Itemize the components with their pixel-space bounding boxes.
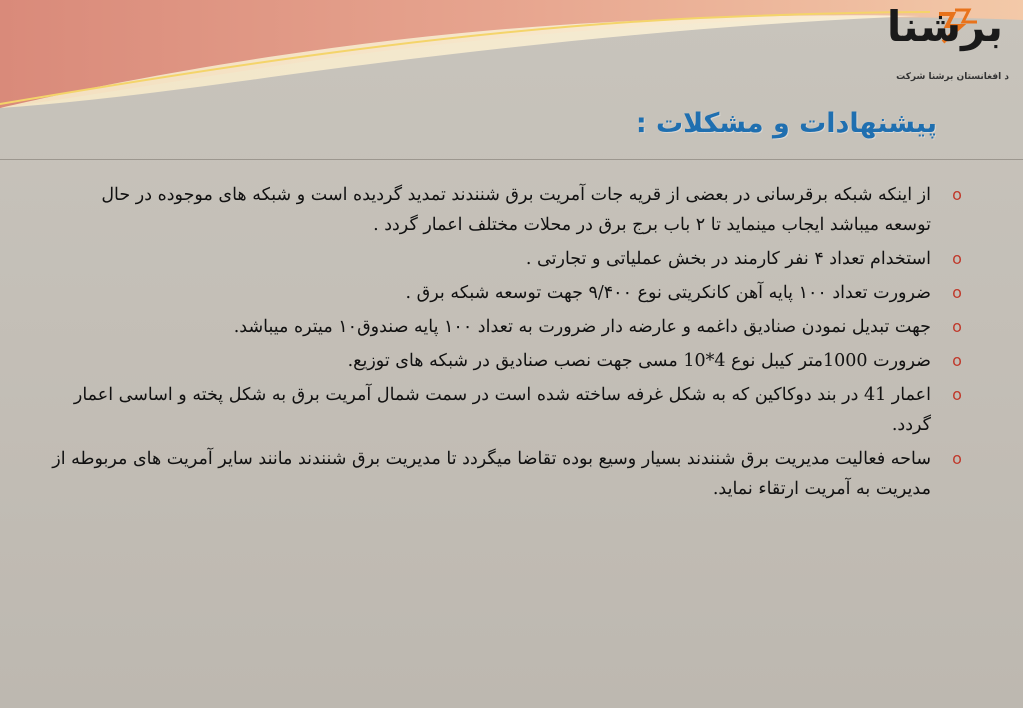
list-item [52,180,971,240]
bullet-text: اعمار 41 در بند دوکاکین که به شکل غرفه ساخته شده است در سمت شمال آمریت برق به شکل پخته و اساسی اعمار گردد. [73,385,931,435]
logo-wordmark: برشنا [886,2,1003,51]
bullet-text: ساحه فعالیت مدیریت برق شنندند بسیار وسیع بوده تقاضا میگردد تا مدیریت برق شنندند مانند سایر آمریت های مربوطه از مدیریت به آمریت ارتقاء نماید. [52,449,931,499]
title-divider [0,159,1023,160]
list-item [52,346,971,376]
bullet-marker-icon: o [952,283,962,302]
slide-title: پیشنهادات و مشکلات : [635,108,937,139]
bullet-marker-icon: o [952,185,962,204]
bullet-list [52,180,971,508]
bullet-text: از اینکه شبکه برقرسانی در بعضی از قریه جات آمریت برق شنندند تمدید گردیده است و شبکه های موجوده در حال توسعه میباشد ایجاب مینماید تا ۲ باب برج برق در محلات مختلف اعمار گردد . [101,185,931,235]
list-item [52,312,971,342]
bullet-text: استخدام تعداد ۴ نفر کارمند در بخش عملیاتی و تجارتی . [525,249,931,269]
bullet-marker-icon: o [952,385,962,404]
header-swoosh-decoration [0,0,1023,110]
bullet-text: ضرورت 1000متر کیبل نوع 4*10 مسی جهت نصب صنادیق در شبکه های توزیع. [347,351,931,371]
bullet-marker-icon: o [952,351,962,370]
list-item [52,444,971,504]
bullet-marker-icon: o [952,249,962,268]
list-item [52,244,971,274]
bullet-text: جهت تبدیل نمودن صنادیق داغمه و عارضه دار ضرورت به تعداد ۱۰۰ پایه صندوق۱۰ میتره میباشد. [233,317,931,337]
bullet-marker-icon: o [952,317,962,336]
bullet-text: ضرورت تعداد ۱۰۰ پایه آهن کانکریتی نوع ۹/۴۰۰ جهت توسعه شبکه برق . [405,283,931,303]
list-item [52,380,971,440]
bullet-marker-icon: o [952,449,962,468]
company-logo [886,2,1015,84]
list-item [52,278,971,308]
logo-subtitle: د افغانستان برشنا شرکت [896,72,1009,82]
